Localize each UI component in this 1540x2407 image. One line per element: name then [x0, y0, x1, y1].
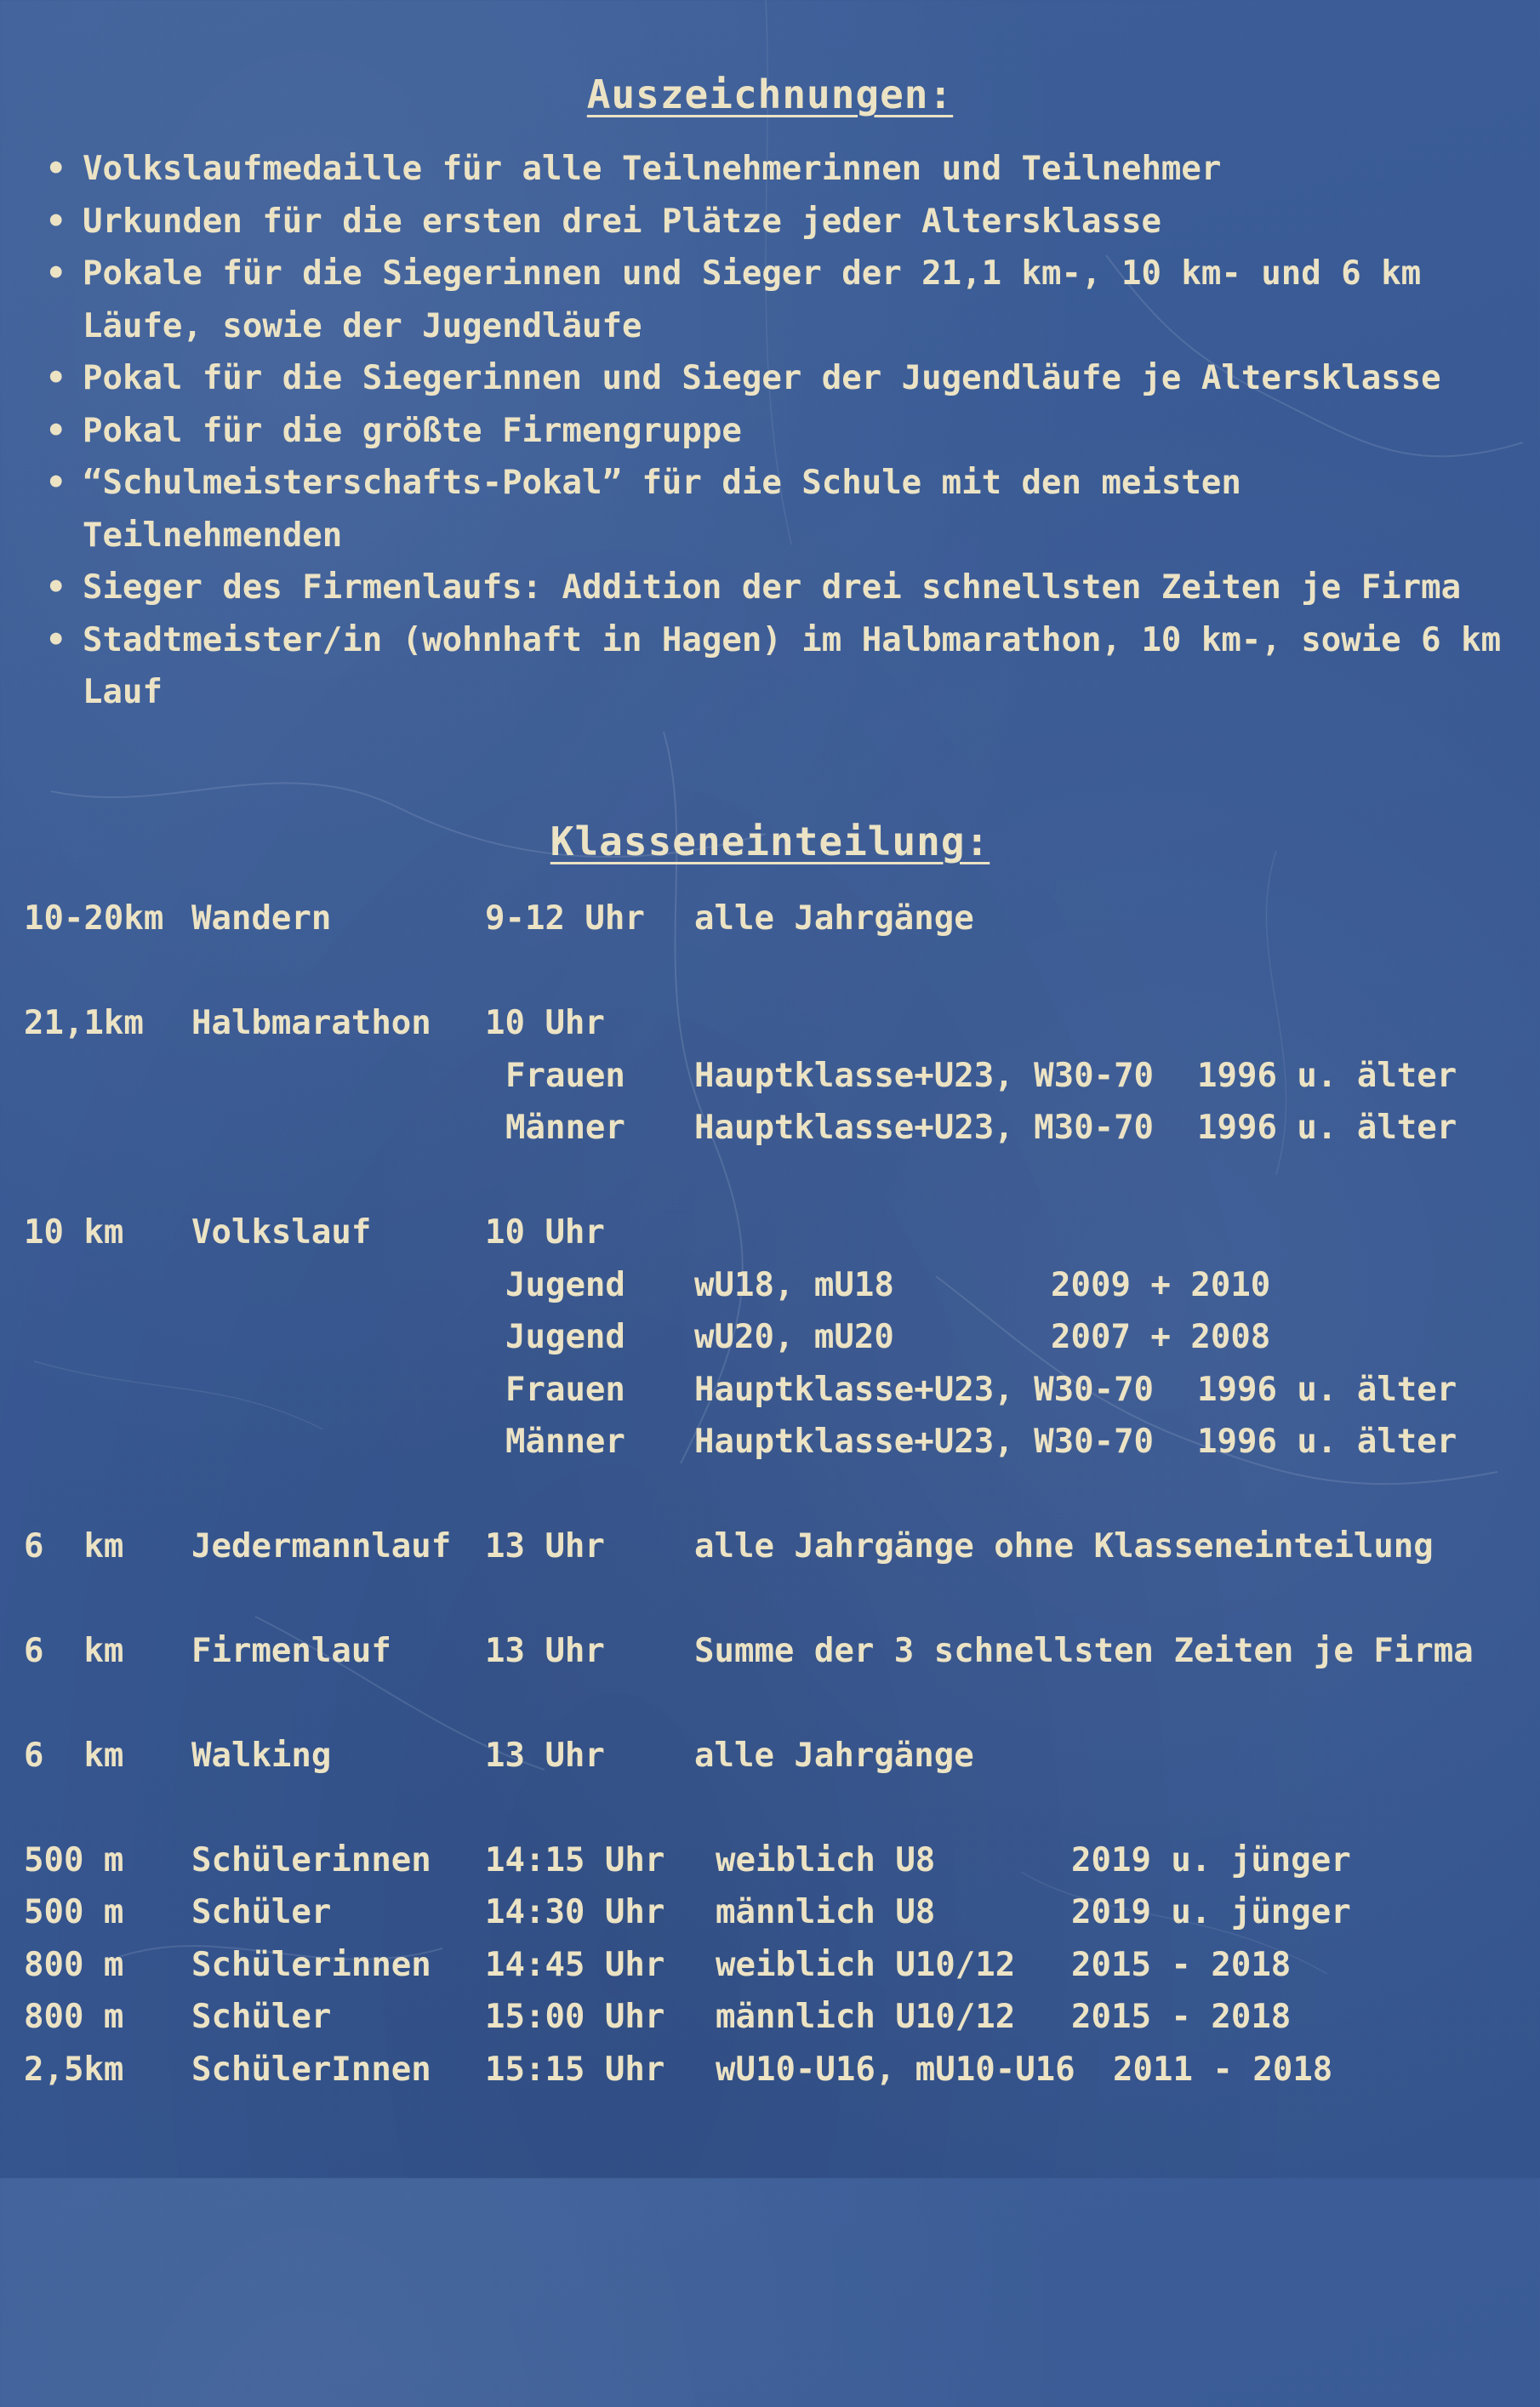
schedule-row-school: [24, 1834, 1521, 1886]
group-years: 2015 - 2018: [1071, 1998, 1292, 2036]
class-row: [24, 1311, 1521, 1363]
distance: 6 km: [24, 1527, 124, 1566]
note: Summe der 3 schnellsten Zeiten je Firma: [694, 1632, 1474, 1670]
note: alle Jahrgänge: [694, 899, 974, 938]
group-years: 1996 u. älter: [1197, 1423, 1457, 1461]
event: Schülerinnen: [191, 1841, 431, 1879]
group-classes: wU10-U16, mU10-U16: [716, 2051, 1075, 2089]
event: Schüler: [191, 1893, 332, 1931]
event: Schüler: [191, 1998, 332, 2036]
start-time: 14:30 Uhr: [485, 1893, 665, 1931]
group-classes: Hauptklasse+U23, W30-70: [694, 1423, 1155, 1461]
award-text: “Schulmeisterschafts-Pokal” für die Schule mit den meisten Teilnehmenden: [83, 464, 1241, 555]
group-label: Männer: [505, 1109, 625, 1147]
group-label: Männer: [505, 1423, 625, 1461]
start-time: 10 Uhr: [485, 1213, 605, 1252]
class-row: [24, 1050, 1521, 1102]
note: alle Jahrgänge: [694, 1737, 974, 1775]
group-classes: Hauptklasse+U23, M30-70: [694, 1109, 1155, 1147]
group-classes: wU18, mU18: [694, 1266, 894, 1304]
distance: 21,1km: [24, 1004, 144, 1042]
start-time: 14:15 Uhr: [485, 1841, 665, 1879]
event: Wandern: [191, 899, 332, 938]
schedule-row-volkslauf: [24, 1206, 1521, 1258]
group-label: Frauen: [505, 1371, 625, 1409]
distance: 10-20km: [24, 899, 164, 938]
awards-list: [37, 143, 1518, 719]
group-classes: Hauptklasse+U23, W30-70: [694, 1057, 1155, 1095]
schedule-row-school: [24, 2044, 1521, 2096]
bullet-icon: •: [46, 202, 66, 241]
group-years: 2019 u. jünger: [1071, 1841, 1351, 1879]
schedule-row-jedermannlauf: [24, 1520, 1521, 1572]
list-item: [37, 352, 1518, 405]
group-label: Jugend: [505, 1318, 625, 1356]
start-time: 13 Uhr: [485, 1527, 605, 1566]
start-time: 14:45 Uhr: [485, 1946, 665, 1984]
start-time: 10 Uhr: [485, 1004, 605, 1042]
schedule-row-firmenlauf: [24, 1625, 1521, 1677]
list-item: [37, 614, 1518, 719]
group-classes: männlich U8: [716, 1893, 936, 1931]
award-text: Volkslaufmedaille für alle Teilnehmerinnen und Teilnehmer: [83, 150, 1222, 188]
distance: 500 m: [24, 1893, 124, 1931]
group-classes: wU20, mU20: [694, 1318, 894, 1356]
schedule-row-school: [24, 1991, 1521, 2043]
schedule-row-wandern: [24, 893, 1521, 944]
schedule-row-school: [24, 1939, 1521, 1991]
bullet-icon: •: [46, 254, 66, 293]
list-item: [37, 248, 1518, 352]
group-label: Jugend: [505, 1266, 625, 1304]
award-text: Pokale für die Siegerinnen und Sieger der 21,1 km-, 10 km- und 6 km Läufe, sowie der Jugendläufe: [83, 254, 1422, 345]
start-time: 9-12 Uhr: [485, 899, 645, 938]
distance: 6 km: [24, 1632, 124, 1670]
bullet-icon: •: [46, 359, 66, 397]
group-classes: weiblich U8: [716, 1841, 936, 1879]
list-item: [37, 457, 1518, 562]
bullet-icon: •: [46, 568, 66, 607]
start-time: 15:15 Uhr: [485, 2051, 665, 2089]
event: Halbmarathon: [191, 1004, 431, 1042]
distance: 2,5km: [24, 2051, 124, 2089]
list-item: [37, 196, 1518, 248]
start-time: 13 Uhr: [485, 1632, 605, 1670]
award-text: Urkunden für die ersten drei Plätze jeder Altersklasse: [83, 202, 1161, 241]
start-time: 15:00 Uhr: [485, 1998, 665, 2036]
event: Schülerinnen: [191, 1946, 431, 1984]
group-years: 1996 u. älter: [1197, 1057, 1457, 1095]
group-years: 2007 + 2008: [1051, 1318, 1271, 1356]
schedule-row-halbmarathon: [24, 997, 1521, 1049]
bullet-icon: •: [46, 411, 66, 450]
awards-heading: Auszeichnungen:: [586, 71, 954, 117]
classes-heading: Klasseneinteilung:: [550, 818, 990, 864]
group-years: 2009 + 2010: [1051, 1266, 1271, 1304]
group-classes: männlich U10/12: [716, 1998, 1016, 2036]
award-text: Pokal für die Siegerinnen und Sieger der Jugendläufe je Altersklasse: [83, 359, 1441, 397]
list-item: [37, 143, 1518, 196]
group-years: 2019 u. jünger: [1071, 1893, 1351, 1931]
award-text: Sieger des Firmenlaufs: Addition der drei schnellsten Zeiten je Firma: [83, 568, 1462, 607]
class-row: [24, 1259, 1521, 1311]
group-years: 1996 u. älter: [1197, 1109, 1457, 1147]
group-classes: weiblich U10/12: [716, 1946, 1016, 1984]
class-row: [24, 1364, 1521, 1416]
schedule-row-school: [24, 1886, 1521, 1938]
start-time: 13 Uhr: [485, 1737, 605, 1775]
class-row: [24, 1102, 1521, 1154]
distance: 800 m: [24, 1946, 124, 1984]
bullet-icon: •: [46, 464, 66, 502]
distance: 800 m: [24, 1998, 124, 2036]
group-label: Frauen: [505, 1057, 625, 1095]
list-item: [37, 562, 1518, 614]
schedule-row-walking: [24, 1730, 1521, 1782]
event: SchülerInnen: [191, 2051, 431, 2089]
bullet-icon: •: [46, 150, 66, 188]
event: Volkslauf: [191, 1213, 372, 1252]
note: alle Jahrgänge ohne Klasseneinteilung: [694, 1527, 1434, 1566]
group-years: 1996 u. älter: [1197, 1371, 1457, 1409]
bullet-icon: •: [46, 620, 66, 659]
event: Walking: [191, 1737, 332, 1775]
list-item: [37, 405, 1518, 458]
group-years: 2011 - 2018: [1113, 2051, 1333, 2089]
distance: 6 km: [24, 1737, 124, 1775]
group-classes: Hauptklasse+U23, W30-70: [694, 1371, 1155, 1409]
distance: 500 m: [24, 1841, 124, 1879]
event: Firmenlauf: [191, 1632, 391, 1670]
award-text: Pokal für die größte Firmengruppe: [83, 411, 742, 450]
award-text: Stadtmeister/in (wohnhaft in Hagen) im Halbmarathon, 10 km-, sowie 6 km Lauf: [83, 620, 1502, 711]
distance: 10 km: [24, 1213, 124, 1252]
class-row: [24, 1416, 1521, 1468]
event: Jedermannlauf: [191, 1527, 452, 1566]
group-years: 2015 - 2018: [1071, 1946, 1292, 1984]
